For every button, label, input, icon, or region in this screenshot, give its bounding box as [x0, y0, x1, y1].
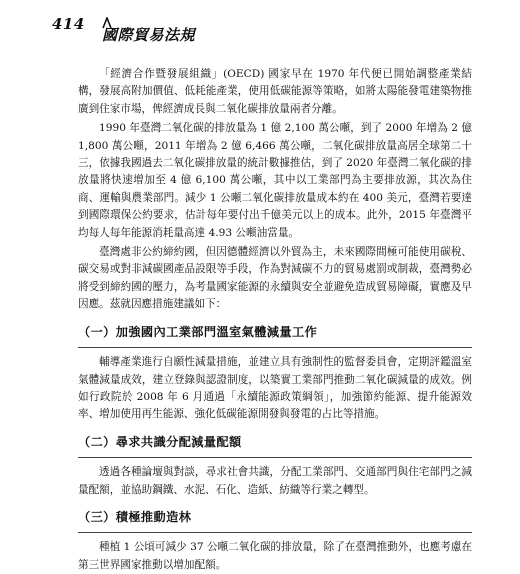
section-heading-1: [78, 320, 472, 344]
section-heading-2-rule: [78, 457, 472, 458]
book-title-text: 國際貿易法規: [102, 26, 196, 44]
section-heading-1-text: （一）加強國內工業部門溫室氣體減量工作: [78, 324, 318, 339]
section-3-paragraph: 種植 1 公頃可減少 37 公噸二氧化碳的排放量，除了在臺灣推動外，也應考慮在第三世界國家推動以增加配額。: [78, 541, 472, 571]
intro-paragraph-1: 「經濟合作暨發展組織」(OECD) 國家早在 1970 年代便已開始調整產業結構，發展高附加價值、低耗能產業，使用低碳能源等策略，如將太陽能發電建築物推廣到住家市場，俾經濟成長與二氧化碳排放量兩者分離。: [78, 68, 472, 115]
book-title: [102, 24, 195, 45]
intro-paragraph-3: 臺灣處非公約締約國，但因德體經濟以外貿為主，未來國際間極可能使用碳稅、碳交易或對非減碳國產品設限等手段，作為對減碳不力的貿易處罰或制裁，臺灣勢必將受到締約國的壓力，為考量國家能源的永續與安全並避免造成貿易障礙，實應及早因應。茲就因應措施建議如下：: [78, 246, 472, 311]
section-heading-2-text: （二）尋求共識分配減量配額: [78, 434, 242, 449]
intro-paragraph-2: 1990 年臺灣二氧化碳的排放量為 1 億 2,100 萬公噸，到了 2000 年增為 2 億 1,800 萬公噸，2011 年增為 2 億 6,466 萬公噸，二氧化碳排放量高居全球第二十三，依據我國過去二氧化碳排放量的統計數據推估，到了 2020 年臺灣二氧化碳的排放量將快速增加至 4 億 6,100 萬公噸，其中以工業部門為主要排放源，其次為住商、運輸與農業部門。減少 1 公噸二氧化碳排放量成本約在 400 美元，臺灣若要達到國際環保公約要求，估計每年要付出千億美元以上的成本。此外，2015 年臺灣平均每人每年能源消耗量高達 4.93 公噸油當量。: [78, 122, 472, 239]
book-title-mark-icon: [102, 17, 112, 29]
section-heading-3-text: （三）積極推動造林: [78, 509, 192, 524]
section-heading-3-rule: [78, 532, 472, 533]
section-heading-1-rule: [78, 347, 472, 348]
section-heading-2: [78, 430, 472, 454]
page-content: [78, 66, 472, 574]
section-2-paragraph: 透過各種論壇與對談，尋求社會共識，分配工業部門、交通部門與住宅部門之減量配額，並協助鋼鐵、水泥、石化、造紙、紡織等行業之轉型。: [78, 466, 472, 496]
section-heading-3: [78, 505, 472, 529]
page-number: 414: [52, 15, 85, 33]
section-1-paragraph: 輔導產業進行自願性減量措施，並建立具有強制性的監督委員會，定期評鑑溫室氣體減量成效，建立登錄與認證制度，以築實工業部門推動二氧化碳減量的成效。例如行政院於 2008 年 6 月通過「永續能源政策綱領」，加強節約能源、提升能源效率、增加使用再生能源、強化低碳能源開發與發電的占比等措施。: [78, 356, 472, 421]
page-header: [0, 0, 520, 60]
